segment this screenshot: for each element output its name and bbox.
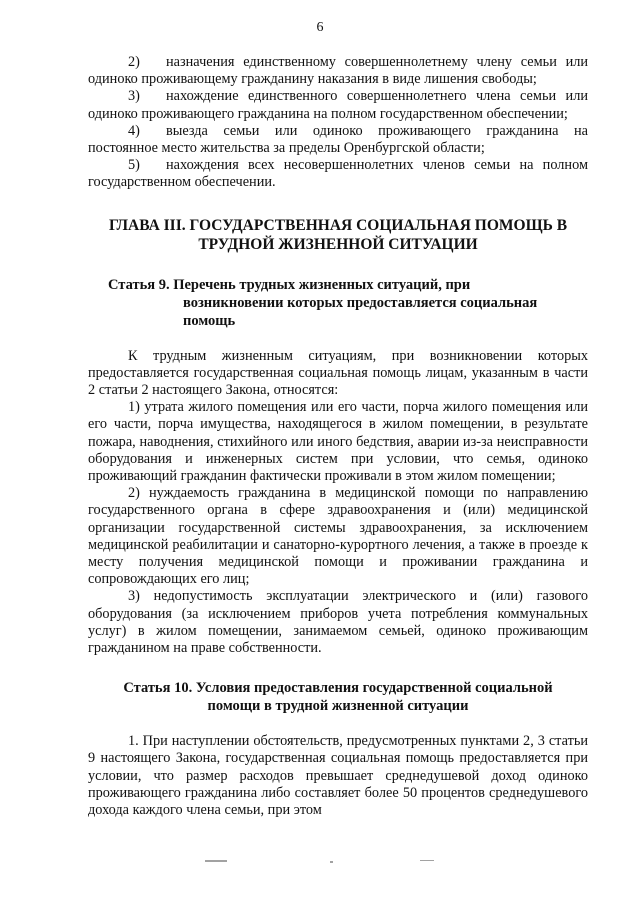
article-9-intro: К трудным жизненным ситуациям, при возникновении которых предоставляется государственная социальная помощь лицам, указанным в части 2 статьи 2 настоящего Закона, относятся:: [88, 347, 588, 399]
scan-smudge: [330, 861, 333, 863]
list-item-5: [88, 157, 588, 191]
article-10-heading: [88, 679, 588, 715]
list-text: назначения единственному совершеннолетнему члену семьи или одиноко проживающему гражданину наказания в виде лишения свободы;: [88, 54, 588, 88]
chapter-title-line1: ГЛАВА III. ГОСУДАРСТВЕННАЯ СОЦИАЛЬНАЯ ПОМОЩЬ В: [108, 216, 568, 234]
page-number: 6: [316, 20, 324, 35]
article-10-paragraph-1: 1. При наступлении обстоятельств, предусмотренных пунктами 2, 3 статьи 9 настоящего Закона, государственная социальная помощь предоставляется при условии, что размер расходов превышает среднедушевой доход одиноко проживающего гражданина либо составляет более 50 процентов среднедушевого дохода каждого члена семьи, при этом: [88, 733, 588, 819]
list-text: выезда семьи или одиноко проживающего гражданина на постоянное место жительства за пределы Оренбургской области;: [88, 122, 588, 157]
list-number: 3): [128, 88, 140, 105]
list-item-2: [88, 54, 588, 88]
article-9-heading-rest: возникновении которых предоставляется социальная помощь: [183, 294, 538, 329]
article-9-item-3: 3) недопустимость эксплуатации электрического и (или) газового оборудования (за исключением приборов учета потребления коммунальных услуг) в жилом помещении, занимаемом семьей, одиноко проживающим гражданином на праве собственности.: [88, 588, 588, 657]
article-10-heading-line2: помощи в трудной жизненной ситуации: [207, 698, 469, 715]
article-9-item-1: 1) утрата жилого помещения или его части, порча жилого помещения или его части, порча имущества, находящегося в жилом помещении, в результате пожара, наводнения, стихийного или иного бедствия, аварии из-за неисправности оборудования и инженерных систем при условии, что семья, одиноко проживающий гражданин фактически проживали в этом жилом помещении;: [88, 399, 588, 485]
list-text: нахождения всех несовершеннолетних членов семьи на полном государственном обеспечении.: [88, 157, 588, 191]
list-item-3: [88, 88, 588, 122]
chapter-title-line2: ТРУДНОЙ ЖИЗНЕННОЙ СИТУАЦИИ: [198, 235, 478, 253]
article-9-heading: [88, 276, 588, 330]
document-body: [88, 54, 588, 819]
list-number: 4): [128, 122, 140, 139]
article-9-heading-line1: Статья 9. Перечень трудных жизненных ситуаций, при: [108, 276, 471, 293]
article-9-item-2: 2) нуждаемость гражданина в медицинской помощи по направлению государственного органа в сфере здравоохранения и (или) медицинской организации государственной системы здравоохранения, за исключением медицинской реабилитации и санаторно-курортного лечения, а также в проезде к месту получения медицинской помощи и проживании гражданина и сопровождающих его лиц;: [88, 485, 588, 588]
list-number: 5): [128, 157, 140, 174]
scan-smudge: [420, 860, 434, 861]
list-text: нахождение единственного совершеннолетнего члена семьи или одиноко проживающего гражданина на полном государственном обеспечении;: [88, 88, 588, 122]
list-item-4: [88, 123, 588, 157]
scan-smudge: [205, 860, 227, 862]
article-10-heading-line1: Статья 10. Условия предоставления государственной социальной: [123, 680, 553, 697]
list-number: 2): [128, 54, 140, 70]
chapter-title: [88, 216, 588, 254]
